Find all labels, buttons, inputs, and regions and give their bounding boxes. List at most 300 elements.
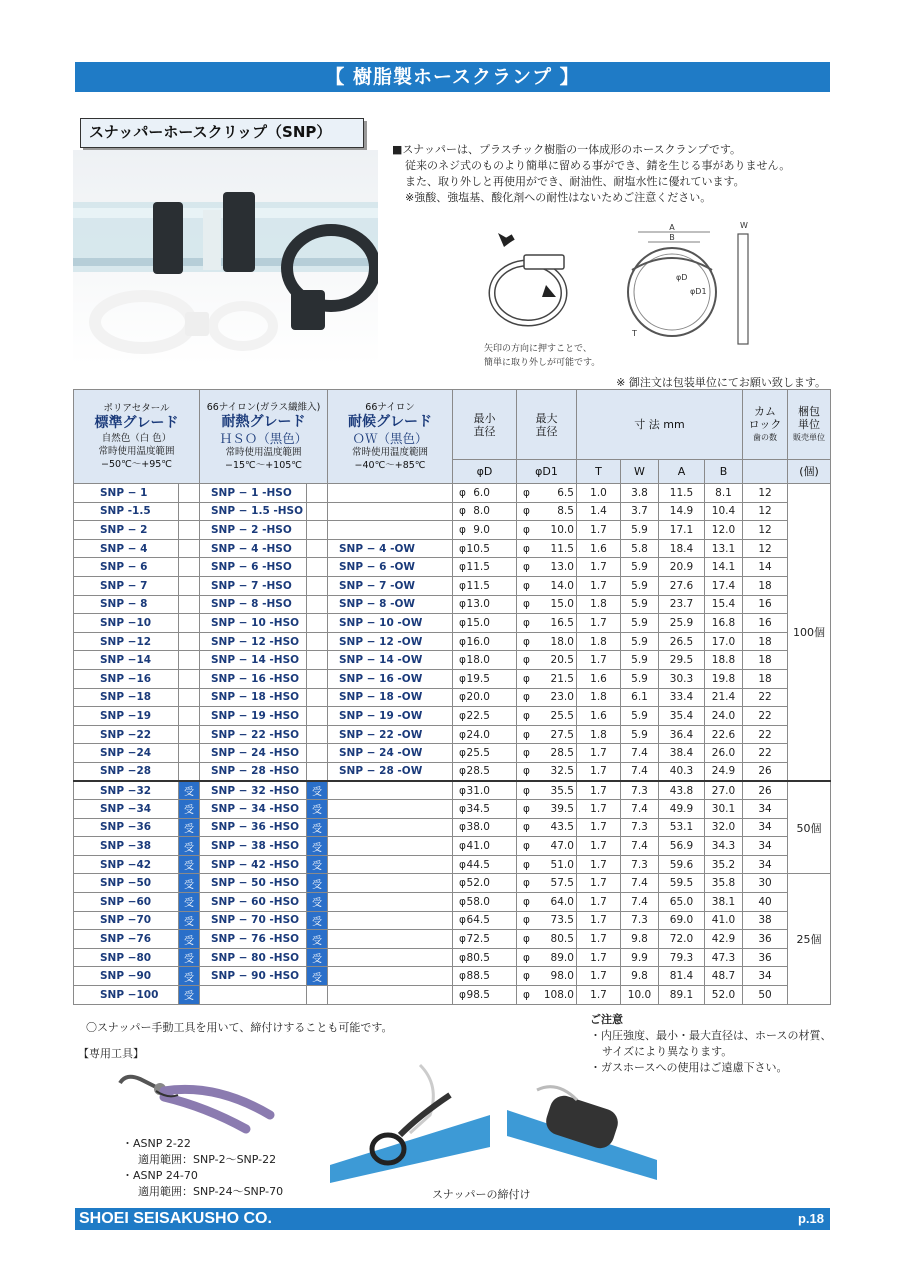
badge-cell xyxy=(307,725,328,744)
model-hso: SNP − 32 -HSO xyxy=(200,781,307,800)
pack-unit-50: 50個 xyxy=(788,781,831,874)
model-standard: SNP −76 xyxy=(74,930,179,949)
order-badge: 受 xyxy=(307,930,328,949)
model-ow xyxy=(328,874,453,893)
dim-B: 22.6 xyxy=(705,725,743,744)
value: 10.5 xyxy=(466,542,490,555)
phi-symbol: φ xyxy=(459,709,466,722)
dim-A: 33.4 xyxy=(659,688,705,707)
value: 57.5 xyxy=(550,877,574,890)
dim-A: 43.8 xyxy=(659,781,705,800)
dim-T: 1.4 xyxy=(577,502,621,521)
value: 89.0 xyxy=(550,951,574,964)
model-standard: SNP −14 xyxy=(74,651,179,670)
model-hso: SNP − 50 -HSO xyxy=(200,874,307,893)
cam-teeth: 14 xyxy=(743,558,788,577)
order-badge: 受 xyxy=(307,893,328,912)
dim-T: 1.7 xyxy=(577,911,621,930)
dim-A: 59.5 xyxy=(659,874,705,893)
model-hso: SNP − 34 -HSO xyxy=(200,800,307,819)
model-ow xyxy=(328,911,453,930)
phi-symbol: φ xyxy=(523,877,530,890)
cam-teeth: 18 xyxy=(743,651,788,670)
cam-teeth: 30 xyxy=(743,874,788,893)
model-standard: SNP −34 xyxy=(74,800,179,819)
dim-B: 35.2 xyxy=(705,855,743,874)
phi-symbol: φ xyxy=(459,598,466,611)
phi-symbol: φ xyxy=(523,914,530,927)
model-ow: SNP − 28 -OW xyxy=(328,762,453,781)
dim-T: 1.7 xyxy=(577,781,621,800)
value: 24.0 xyxy=(466,728,490,741)
model-standard: SNP − 1 xyxy=(74,484,179,503)
phi-symbol: φ xyxy=(459,914,466,927)
col-label: 最大 xyxy=(535,411,558,425)
value: 20.5 xyxy=(550,654,574,667)
max-diameter xyxy=(517,539,577,558)
hose-clamp-photo xyxy=(73,150,378,365)
max-diameter xyxy=(517,818,577,837)
phi-symbol: φ xyxy=(523,486,530,499)
value: 11.5 xyxy=(466,561,490,574)
value: 58.0 xyxy=(466,895,490,908)
value: 9.0 xyxy=(473,523,490,536)
cam-teeth: 22 xyxy=(743,744,788,763)
value: 38.0 xyxy=(466,821,490,834)
cam-teeth: 18 xyxy=(743,669,788,688)
model-hso: SNP − 18 -HSO xyxy=(200,688,307,707)
order-badge: 受 xyxy=(179,967,200,986)
model-hso: SNP − 10 -HSO xyxy=(200,614,307,633)
dim-T: 1.7 xyxy=(577,744,621,763)
value: 35.5 xyxy=(550,784,574,797)
phi-symbol: φ xyxy=(459,821,466,834)
dim-A: 20.9 xyxy=(659,558,705,577)
model-hso: SNP − 38 -HSO xyxy=(200,837,307,856)
tightening-photo xyxy=(330,1055,490,1183)
grade-name: 耐熱グレード xyxy=(221,414,306,430)
dim-B: 12.0 xyxy=(705,521,743,540)
order-badge: 受 xyxy=(179,781,200,800)
dim-B: 21.4 xyxy=(705,688,743,707)
description-line: また、取り外しと再使用ができ、耐油性、耐塩水性に優れています。 xyxy=(405,175,745,188)
dim-A: 23.7 xyxy=(659,595,705,614)
label-W: W xyxy=(740,221,748,230)
dim-W: 5.9 xyxy=(621,669,659,688)
pack-unit-100: 100個 xyxy=(788,484,831,782)
dim-B: 15.4 xyxy=(705,595,743,614)
dim-W: 5.9 xyxy=(621,558,659,577)
grade-temp: −40℃～+85℃ xyxy=(354,460,426,471)
model-ow xyxy=(328,948,453,967)
max-diameter xyxy=(517,837,577,856)
value: 27.5 xyxy=(550,728,574,741)
max-diameter xyxy=(517,502,577,521)
badge-cell xyxy=(307,744,328,763)
model-standard: SNP −60 xyxy=(74,893,179,912)
value: 15.0 xyxy=(466,616,490,629)
phi-symbol: φ xyxy=(523,542,530,555)
label-D: φD xyxy=(676,273,688,282)
order-badge: 受 xyxy=(179,800,200,819)
badge-cell xyxy=(307,614,328,633)
value: 8.5 xyxy=(557,505,574,518)
model-ow xyxy=(328,855,453,874)
phi-symbol: φ xyxy=(523,654,530,667)
cam-teeth: 34 xyxy=(743,837,788,856)
col-B: B xyxy=(705,460,743,484)
dim-A: 30.3 xyxy=(659,669,705,688)
badge-cell xyxy=(179,521,200,540)
cam-teeth: 26 xyxy=(743,781,788,800)
col-cam-blank xyxy=(743,460,788,484)
dim-W: 7.4 xyxy=(621,800,659,819)
col-W: W xyxy=(621,460,659,484)
min-diameter xyxy=(453,614,517,633)
phi-symbol: φ xyxy=(523,709,530,722)
phi-symbol: φ xyxy=(459,802,466,815)
value: 88.5 xyxy=(466,970,490,983)
caution-box xyxy=(590,1012,831,1076)
model-standard: SNP −19 xyxy=(74,707,179,726)
dim-W: 9.8 xyxy=(621,967,659,986)
phi-symbol: φ xyxy=(523,635,530,648)
grade-material: ポリアセタール xyxy=(103,403,170,414)
dim-T: 1.7 xyxy=(577,874,621,893)
dim-W: 9.9 xyxy=(621,948,659,967)
dim-B: 48.7 xyxy=(705,967,743,986)
badge-cell xyxy=(179,576,200,595)
model-hso: SNP − 1.5 -HSO xyxy=(200,502,307,521)
dim-T: 1.7 xyxy=(577,762,621,781)
value: 51.0 xyxy=(550,858,574,871)
model-ow xyxy=(328,818,453,837)
dim-T: 1.6 xyxy=(577,669,621,688)
phi-symbol: φ xyxy=(523,561,530,574)
model-hso: SNP − 7 -HSO xyxy=(200,576,307,595)
model-ow xyxy=(328,986,453,1005)
phi-symbol: φ xyxy=(523,988,530,1001)
col-D: φD xyxy=(453,460,517,484)
badge-cell xyxy=(179,614,200,633)
min-diameter xyxy=(453,576,517,595)
badge-cell xyxy=(179,688,200,707)
model-hso: SNP − 12 -HSO xyxy=(200,632,307,651)
min-diameter xyxy=(453,502,517,521)
dim-B: 34.3 xyxy=(705,837,743,856)
table-row xyxy=(74,725,831,744)
min-diameter xyxy=(453,948,517,967)
dim-W: 5.9 xyxy=(621,576,659,595)
dim-B: 10.4 xyxy=(705,502,743,521)
model-hso: SNP − 14 -HSO xyxy=(200,651,307,670)
model-ow: SNP − 6 -OW xyxy=(328,558,453,577)
model-hso: SNP − 80 -HSO xyxy=(200,948,307,967)
min-diameter xyxy=(453,707,517,726)
min-diameter xyxy=(453,893,517,912)
model-standard: SNP −80 xyxy=(74,948,179,967)
model-ow: SNP − 16 -OW xyxy=(328,669,453,688)
min-diameter xyxy=(453,818,517,837)
dim-W: 9.8 xyxy=(621,930,659,949)
dim-W: 7.4 xyxy=(621,762,659,781)
phi-symbol: φ xyxy=(459,765,466,778)
model-hso: SNP − 6 -HSO xyxy=(200,558,307,577)
dim-W: 5.9 xyxy=(621,651,659,670)
label-T: T xyxy=(632,329,637,338)
phi-symbol: φ xyxy=(459,951,466,964)
grade-color: ＯＷ（黒色） xyxy=(352,431,428,446)
grade-color: ＨＳＯ（黒色） xyxy=(219,431,308,446)
phi-symbol: φ xyxy=(523,505,530,518)
model-standard: SNP − 7 xyxy=(74,576,179,595)
badge-cell xyxy=(179,502,200,521)
col-T: T xyxy=(577,460,621,484)
model-standard: SNP −12 xyxy=(74,632,179,651)
badge-cell xyxy=(307,576,328,595)
badge-cell xyxy=(179,484,200,503)
phi-symbol: φ xyxy=(459,635,466,648)
order-badge: 受 xyxy=(307,948,328,967)
phi-symbol: φ xyxy=(523,784,530,797)
value: 41.0 xyxy=(466,840,490,853)
grade-material: 66ナイロン(ガラス繊維入) xyxy=(206,402,321,413)
min-diameter xyxy=(453,800,517,819)
dim-T: 1.7 xyxy=(577,893,621,912)
min-diameter xyxy=(453,930,517,949)
table-row xyxy=(74,651,831,670)
model-standard: SNP −10 xyxy=(74,614,179,633)
min-diameter xyxy=(453,911,517,930)
table-row xyxy=(74,837,831,856)
caution-line: サイズにより異なります。 xyxy=(602,1045,733,1058)
model-hso: SNP − 22 -HSO xyxy=(200,725,307,744)
model-standard: SNP − 6 xyxy=(74,558,179,577)
model-ow xyxy=(328,837,453,856)
model-ow xyxy=(328,484,453,503)
order-badge: 受 xyxy=(179,818,200,837)
min-diameter xyxy=(453,595,517,614)
max-diameter xyxy=(517,484,577,503)
model-ow xyxy=(328,893,453,912)
dim-T: 1.7 xyxy=(577,930,621,949)
phi-symbol: φ xyxy=(459,747,466,760)
dim-A: 26.5 xyxy=(659,632,705,651)
product-description xyxy=(392,142,832,206)
col-pack-unit xyxy=(788,390,831,460)
order-badge: 受 xyxy=(307,837,328,856)
cam-teeth: 40 xyxy=(743,893,788,912)
phi-symbol: φ xyxy=(459,542,466,555)
min-diameter xyxy=(453,688,517,707)
value: 43.5 xyxy=(550,821,574,834)
phi-symbol: φ xyxy=(459,728,466,741)
cam-teeth: 22 xyxy=(743,707,788,726)
value: 25.5 xyxy=(466,747,490,760)
min-diameter xyxy=(453,874,517,893)
col-D1: φD1 xyxy=(517,460,577,484)
col-label: ロック xyxy=(748,418,782,431)
badge-cell xyxy=(307,521,328,540)
value: 73.5 xyxy=(550,914,574,927)
company-name: SHOEI SEISAKUSHO CO. xyxy=(79,1210,272,1227)
dim-B: 13.1 xyxy=(705,539,743,558)
dim-B: 42.9 xyxy=(705,930,743,949)
grade-header-standard xyxy=(74,390,200,484)
badge-cell xyxy=(307,484,328,503)
model-hso: SNP − 19 -HSO xyxy=(200,707,307,726)
phi-symbol: φ xyxy=(459,505,466,518)
col-label: 最小 xyxy=(473,411,496,425)
model-standard: SNP − 2 xyxy=(74,521,179,540)
grade-name: 標準グレード xyxy=(94,415,179,431)
model-ow xyxy=(328,781,453,800)
dim-T: 1.7 xyxy=(577,521,621,540)
dim-A: 81.4 xyxy=(659,967,705,986)
dim-B: 47.3 xyxy=(705,948,743,967)
col-label: 単位 xyxy=(798,418,820,431)
badge-cell xyxy=(179,707,200,726)
dim-W: 5.9 xyxy=(621,521,659,540)
order-badge: 受 xyxy=(307,818,328,837)
dim-A: 53.1 xyxy=(659,818,705,837)
cam-teeth: 12 xyxy=(743,521,788,540)
diagram-caption xyxy=(484,342,600,370)
max-diameter xyxy=(517,688,577,707)
order-badge: 受 xyxy=(179,948,200,967)
model-ow xyxy=(328,967,453,986)
dim-A: 79.3 xyxy=(659,948,705,967)
value: 108.0 xyxy=(543,988,574,1001)
phi-symbol: φ xyxy=(523,821,530,834)
model-ow: SNP − 12 -OW xyxy=(328,632,453,651)
page-title-banner: 【 樹脂製ホースクランプ 】 xyxy=(75,62,830,92)
dim-T: 1.7 xyxy=(577,818,621,837)
value: 14.0 xyxy=(550,579,574,592)
model-standard: SNP −42 xyxy=(74,855,179,874)
phi-symbol: φ xyxy=(459,895,466,908)
min-diameter xyxy=(453,781,517,800)
min-diameter xyxy=(453,855,517,874)
dim-T: 1.6 xyxy=(577,539,621,558)
dim-T: 1.8 xyxy=(577,688,621,707)
dim-W: 7.3 xyxy=(621,855,659,874)
table-row xyxy=(74,484,831,503)
badge-cell xyxy=(307,986,328,1005)
phi-symbol: φ xyxy=(523,598,530,611)
dim-W: 3.8 xyxy=(621,484,659,503)
cam-teeth: 36 xyxy=(743,948,788,967)
col-label: 販売単位 xyxy=(793,433,825,442)
dim-B: 35.8 xyxy=(705,874,743,893)
col-A: A xyxy=(659,460,705,484)
badge-cell xyxy=(307,669,328,688)
value: 11.5 xyxy=(550,542,574,555)
label-D1: φD1 xyxy=(690,287,707,296)
value: 98.0 xyxy=(550,970,574,983)
cam-teeth: 26 xyxy=(743,762,788,781)
value: 47.0 xyxy=(550,840,574,853)
value: 20.0 xyxy=(466,691,490,704)
value: 11.5 xyxy=(466,579,490,592)
value: 44.5 xyxy=(466,858,490,871)
model-hso: SNP − 24 -HSO xyxy=(200,744,307,763)
model-standard: SNP −32 xyxy=(74,781,179,800)
page-number: p.18 xyxy=(797,1211,824,1226)
table-row xyxy=(74,707,831,726)
model-hso: SNP − 70 -HSO xyxy=(200,911,307,930)
max-diameter xyxy=(517,800,577,819)
value: 31.0 xyxy=(466,784,490,797)
model-ow: SNP − 7 -OW xyxy=(328,576,453,595)
badge-cell xyxy=(179,595,200,614)
dim-A: 49.9 xyxy=(659,800,705,819)
dim-B: 30.1 xyxy=(705,800,743,819)
table-row xyxy=(74,800,831,819)
min-diameter xyxy=(453,651,517,670)
dim-B: 19.8 xyxy=(705,669,743,688)
grade-temp-label: 常時使用温度範囲 xyxy=(351,447,428,458)
product-subtitle: スナッパーホースクリップ（SNP） xyxy=(80,118,364,148)
table-row xyxy=(74,539,831,558)
dim-W: 6.1 xyxy=(621,688,659,707)
model-standard: SNP −36 xyxy=(74,818,179,837)
table-row xyxy=(74,762,831,781)
product-photo xyxy=(73,150,378,365)
min-diameter xyxy=(453,539,517,558)
label-A: A xyxy=(669,223,675,232)
model-hso: SNP − 8 -HSO xyxy=(200,595,307,614)
value: 16.0 xyxy=(466,635,490,648)
dim-T: 1.7 xyxy=(577,800,621,819)
dim-T: 1.7 xyxy=(577,986,621,1005)
value: 16.5 xyxy=(550,616,574,629)
model-ow: SNP − 22 -OW xyxy=(328,725,453,744)
col-label: 直径 xyxy=(535,424,558,438)
phi-symbol: φ xyxy=(459,486,466,499)
value: 13.0 xyxy=(550,561,574,574)
model-hso: SNP − 1 -HSO xyxy=(200,484,307,503)
dim-B: 38.1 xyxy=(705,893,743,912)
model-standard: SNP −18 xyxy=(74,688,179,707)
dim-T: 1.7 xyxy=(577,558,621,577)
dim-A: 38.4 xyxy=(659,744,705,763)
col-min-diameter xyxy=(453,390,517,460)
tool-item: ・ASNP 24-70 xyxy=(122,1169,198,1182)
max-diameter xyxy=(517,930,577,949)
dim-B: 17.4 xyxy=(705,576,743,595)
cam-teeth: 38 xyxy=(743,911,788,930)
table-row xyxy=(74,855,831,874)
badge-cell xyxy=(179,539,200,558)
dim-A: 17.1 xyxy=(659,521,705,540)
badge-cell xyxy=(307,688,328,707)
caption-line: 簡単に取り外しが可能です。 xyxy=(484,358,601,368)
col-label: 歯の数 xyxy=(753,433,777,442)
dim-A: 72.0 xyxy=(659,930,705,949)
table-row xyxy=(74,595,831,614)
description-line: 従来のネジ式のものより簡単に留める事ができ、錆を生じる事がありません。 xyxy=(405,159,791,172)
dim-W: 5.9 xyxy=(621,595,659,614)
max-diameter xyxy=(517,595,577,614)
table-row xyxy=(74,744,831,763)
dim-B: 24.9 xyxy=(705,762,743,781)
model-ow: SNP − 18 -OW xyxy=(328,688,453,707)
dim-A: 40.3 xyxy=(659,762,705,781)
grade-name: 耐候グレード xyxy=(348,414,432,430)
value: 21.5 xyxy=(550,672,574,685)
value: 80.5 xyxy=(466,951,490,964)
